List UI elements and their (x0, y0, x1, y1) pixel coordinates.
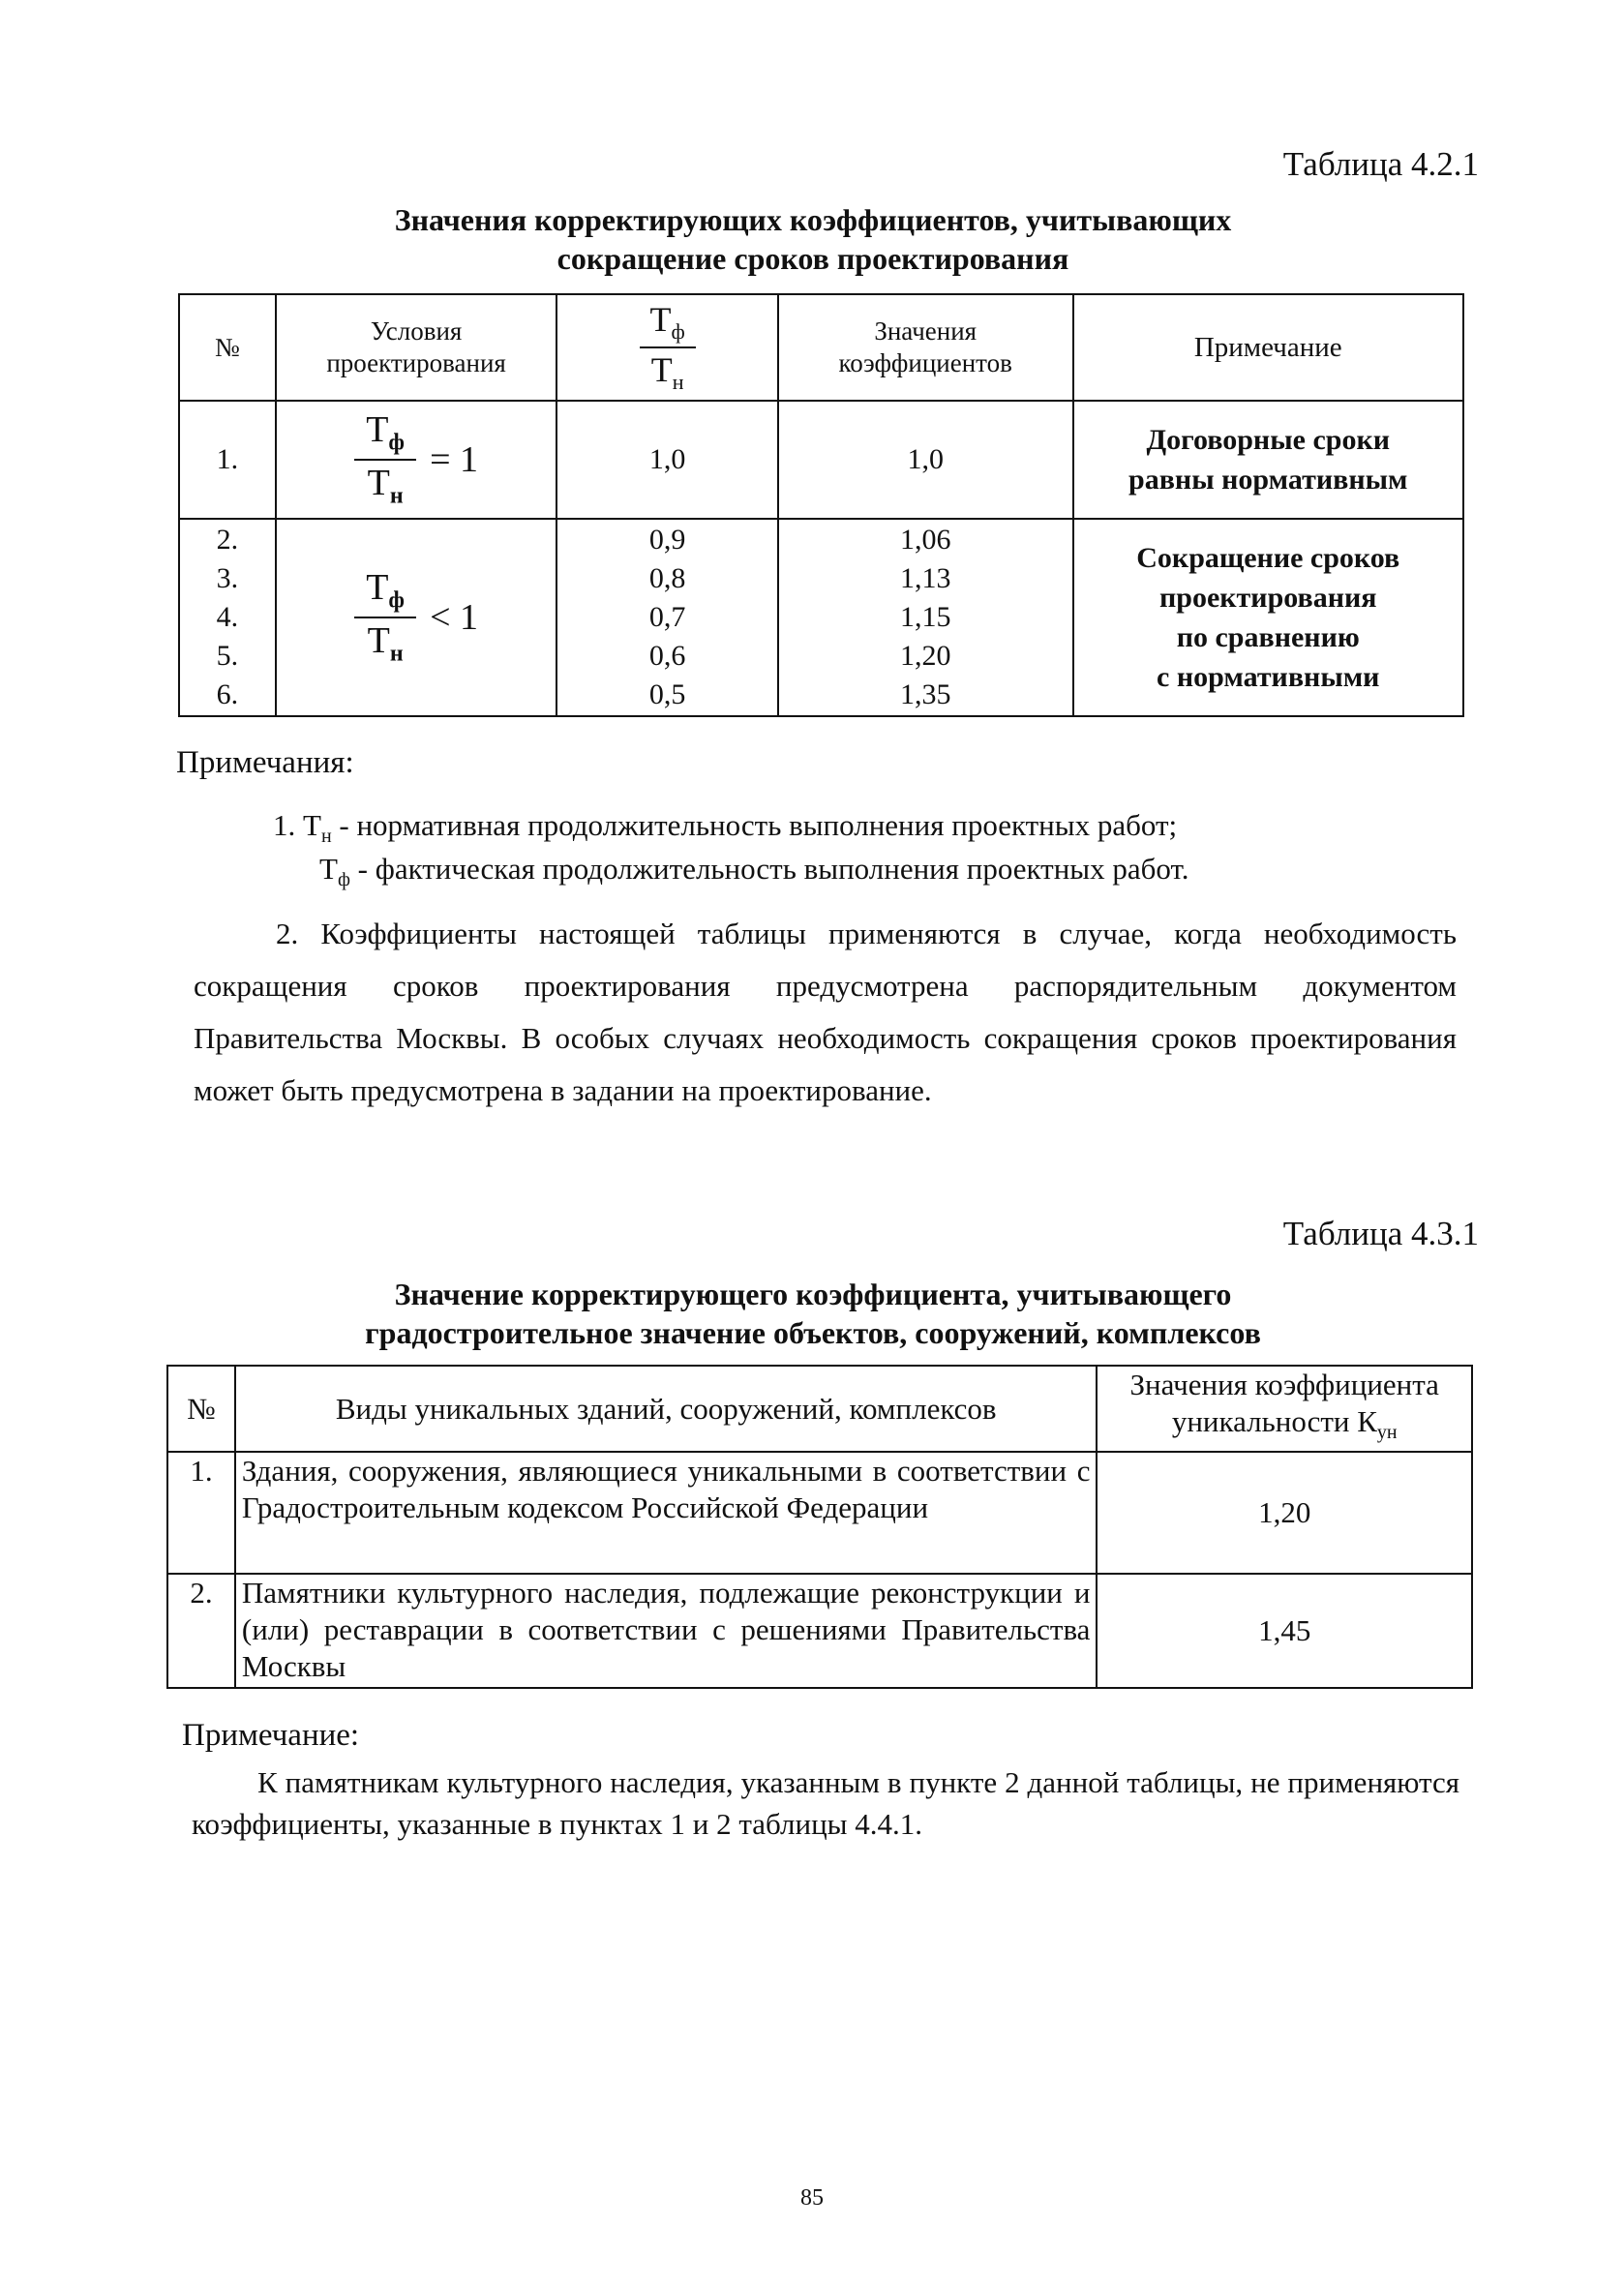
table1-num-3: 3. (216, 562, 239, 594)
table1-header-row (179, 294, 1463, 401)
table1-group-cond-num: Т (366, 567, 389, 609)
table1-row-1 (179, 401, 1463, 519)
table2-caption-line2: градостроительное значение объектов, сооружений, комплексов (365, 1315, 1261, 1350)
table1-caption (174, 200, 1452, 278)
table1-header-values (778, 294, 1073, 401)
table1-num-5: 5. (216, 640, 239, 672)
notes1-item1-sub: н (320, 826, 332, 848)
table1-num-2: 2. (216, 524, 239, 556)
table1-value-4: 1,15 (899, 601, 951, 633)
table2-header-types: Виды уникальных зданий, сооружений, комплексов (235, 1366, 1098, 1452)
table1-header-conditions-l1: Условия (370, 316, 463, 346)
notes1-item1 (273, 808, 1177, 848)
notes2-text: К памятникам культурного наследия, указанным в пункте 2 данной таблицы, не применяются коэффициенты, указанные в пунктах 1 и 2 таблицы 4.4.1. (192, 1765, 1459, 1841)
table1-header-ratio-bar (640, 346, 696, 348)
table1-group-note-l4: с нормативными (1157, 661, 1380, 693)
table1-group-cond-num-sub: ф (388, 588, 406, 614)
table1-header-conditions-l2: проектирования (326, 348, 506, 377)
table2-caption (174, 1275, 1452, 1352)
table2-header-values (1097, 1366, 1472, 1452)
table1-header-ratio-num-sub: ф (671, 319, 685, 344)
table1-caption-line2: сокращение сроков проектирования (556, 241, 1069, 276)
table1-num-4: 4. (216, 601, 239, 633)
table1-row1-num: 1. (179, 401, 276, 519)
table1-header-ratio-den-sub: н (672, 370, 684, 395)
table1-header-num: № (179, 294, 276, 401)
table1-group-fraction-bar (354, 617, 416, 618)
notes1-title: Примечания: (176, 745, 354, 780)
table1-group-values (778, 519, 1073, 716)
table1-header-ratio-num: Т (649, 299, 672, 339)
table2-row1-num: 1. (167, 1452, 235, 1574)
table1-row1-note-l2: равны нормативным (1128, 464, 1408, 496)
notes1-item1b-text: - фактическая продолжительность выполнения проектных работ. (349, 852, 1189, 886)
table1-ratio-5: 0,6 (648, 640, 686, 672)
table2-header-num: № (167, 1366, 235, 1452)
table1-row1-cond-rel: = 1 (430, 439, 479, 480)
notes1-item2: 2. Коэффициенты настоящей таблицы применяются в случае, когда необходимость сокращения сроков проектирования предусмотрена распорядительным документом Правительства Москвы. В особых случаях необходимость сокращения сроков проектирования может быть предусмотрена в задании на проектирование. (194, 917, 1457, 1107)
table1-group-note-l1: Сокращение сроков (1136, 542, 1400, 574)
table1-value-5: 1,20 (899, 640, 951, 672)
table1-group-note-l3: по сравнению (1176, 621, 1360, 653)
table1-value-3: 1,13 (899, 562, 951, 594)
table1 (178, 293, 1464, 717)
notes2-title: Примечание: (182, 1718, 360, 1753)
table1-group-cond-den: Т (367, 620, 390, 661)
table1-row1-condition (276, 401, 557, 519)
table1-row1-cond-num: Т (366, 409, 389, 451)
table1-value-6: 1,35 (899, 678, 951, 710)
table2-header-values-l1: Значения коэффициента (1129, 1368, 1439, 1401)
table1-value-2: 1,06 (899, 524, 951, 556)
notes1-item1b-sub: ф (337, 869, 350, 891)
table2-row2-text: Памятники культурного наследия, подлежащие реконструкции и (или) реставрации в соответствии с решениями Правительства Москвы (235, 1574, 1098, 1688)
table1-row1-value: 1,0 (778, 401, 1073, 519)
table2-header-values-l2 (1098, 1403, 1471, 1451)
table1-row1-cond-num-sub: ф (388, 431, 406, 456)
table2-row2-value: 1,45 (1097, 1574, 1472, 1688)
table1-group-cond-den-sub: н (389, 641, 404, 667)
table1-header-values-l1: Значения (874, 316, 977, 346)
table2-header-values-sub: ун (1376, 1422, 1398, 1444)
notes1-item1-text: - нормативная продолжительность выполнения проектных работ; (331, 808, 1178, 842)
table1-num-6: 6. (216, 678, 239, 710)
table1-group-condition (276, 519, 557, 716)
notes1-item1b (319, 852, 1188, 891)
table2 (166, 1365, 1473, 1689)
table1-header-ratio-den: Т (650, 350, 673, 389)
table1-row1-fraction (354, 411, 416, 507)
table1-group-note-l2: проектирования (1158, 582, 1377, 614)
table1-row1-cond-den-sub: н (389, 483, 404, 509)
table1-ratio-4: 0,7 (648, 601, 686, 633)
table1-header-ratio (556, 294, 777, 401)
table1-header-ratio-fraction (640, 299, 696, 395)
table2-row2-num: 2. (167, 1574, 235, 1688)
notes1-item1-prefix: 1. Т (273, 808, 321, 842)
table1-row1-note-l1: Договорные сроки (1146, 424, 1391, 456)
table1-group-fraction (354, 569, 416, 665)
table1-header-note: Примечание (1073, 294, 1463, 401)
table1-number: Таблица 4.2.1 (1282, 145, 1479, 183)
table1-ratio-3: 0,8 (648, 562, 686, 594)
table1-row1-fraction-bar (354, 459, 416, 461)
table-row (167, 1452, 1472, 1574)
table2-row1-text: Здания, сооружения, являющиеся уникальными в соответствии с Градостроительным кодексом Российской Федерации (235, 1452, 1098, 1574)
table1-ratio-2: 0,9 (648, 524, 686, 556)
table2-header-values-l2-text: уникальности К (1171, 1404, 1377, 1438)
table2-row1-value: 1,20 (1097, 1452, 1472, 1574)
table1-row1-cond-den: Т (367, 463, 390, 503)
table2-number: Таблица 4.3.1 (1282, 1215, 1479, 1252)
page-number: 85 (800, 2185, 824, 2211)
table1-caption-line1: Значения корректирующих коэффициентов, учитывающих (394, 202, 1232, 237)
table1-group-ratios (556, 519, 777, 716)
notes1-item1b-prefix: Т (319, 852, 338, 886)
table1-group-cond-rel: < 1 (430, 597, 479, 638)
table1-group-nums (179, 519, 276, 716)
table2-caption-line1: Значение корректирующего коэффициента, учитывающего (394, 1277, 1232, 1311)
table1-group-note (1073, 519, 1463, 716)
table1-ratio-6: 0,5 (648, 678, 686, 710)
table1-header-conditions (276, 294, 557, 401)
table1-row1-ratio: 1,0 (556, 401, 777, 519)
table-row (167, 1574, 1472, 1688)
table1-row1-note (1073, 401, 1463, 519)
table1-row-group (179, 519, 1463, 716)
table1-header-values-l2: коэффициентов (838, 348, 1012, 377)
table2-header-row (167, 1366, 1472, 1452)
